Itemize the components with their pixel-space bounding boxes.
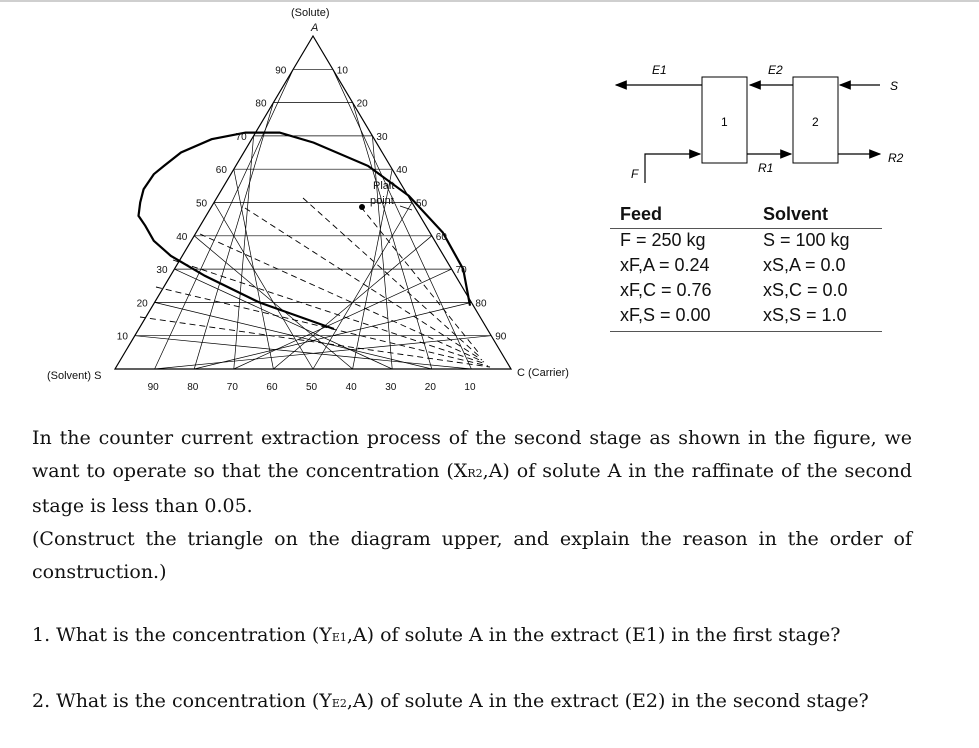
feed-row: xF,A = 0.24 (620, 255, 710, 275)
intro-text-2: ,A) of solute A in the raffinate of the second stage is less than 0.05. (32, 460, 912, 517)
plait-point-leader (400, 206, 412, 210)
R2-label: R2 (888, 151, 904, 165)
bottom-tick-label: 80 (187, 382, 199, 393)
carrier-vertex-label: C (Carrier) (517, 367, 569, 379)
q2-text-2: ,A) of solute A in the extract (E2) in the second stage? (346, 690, 869, 712)
q1-text-2: ,A) of solute A in the extract (E1) in the first stage? (346, 624, 841, 646)
question-1 (32, 619, 912, 654)
solvent-vertex-label: (Solvent) S (47, 370, 102, 382)
solvent-row: xS,A = 0.0 (763, 255, 846, 275)
bottom-tick-label: 10 (464, 382, 476, 393)
stage-2-label: 2 (812, 115, 819, 129)
grid-line (333, 69, 472, 369)
tie-line (361, 207, 478, 352)
bottom-tick-label: 30 (385, 382, 397, 393)
question-2 (32, 685, 912, 720)
intro-subscript: R2 (467, 467, 483, 480)
grid-line (174, 269, 392, 369)
feed-stream (645, 154, 700, 183)
axis-ticks (117, 65, 507, 393)
left-tick-label: 60 (215, 165, 227, 177)
E2-label: E2 (768, 63, 783, 77)
solubility-curve (136, 133, 471, 329)
solute-vertex-letter: A (311, 22, 319, 34)
q1-subscript: E1 (331, 631, 347, 644)
solvent-row: xS,C = 0.0 (763, 280, 848, 300)
stage-1-label: 1 (721, 115, 728, 129)
solvent-header: Solvent (763, 204, 829, 224)
instruction-text: (Construct the triangle on the diagram upper, and explain the reason in the order of construction.) (32, 528, 912, 583)
left-tick-label: 10 (116, 331, 128, 343)
left-tick-label: 80 (255, 98, 267, 110)
solvent-row: xS,S = 1.0 (763, 305, 847, 325)
right-tick-label: 40 (396, 165, 408, 177)
feed-row: xF,S = 0.00 (620, 305, 711, 325)
solvent-row: S = 100 kg (763, 230, 850, 250)
solute-vertex-label: (Solute) (291, 7, 330, 19)
plait-label-2: point (370, 195, 394, 207)
bottom-tick-label: 20 (424, 382, 436, 393)
ternary-diagram (0, 0, 600, 400)
left-tick-label: 40 (176, 231, 188, 243)
q1-text-1: 1. What is the concentration (Y (32, 624, 332, 646)
right-tick-label: 90 (495, 331, 507, 343)
tie-line (173, 260, 486, 364)
bottom-tick-label: 50 (306, 382, 318, 393)
question-intro (32, 422, 912, 589)
F-label: F (631, 167, 639, 181)
right-tick-label: 20 (356, 98, 368, 110)
right-tick-label: 70 (455, 265, 467, 277)
right-tick-label: 50 (416, 198, 428, 210)
feed-row: xF,C = 0.76 (620, 280, 712, 300)
plait-label-1: Plait (373, 180, 395, 192)
left-tick-label: 90 (275, 65, 287, 77)
left-tick-label: 50 (196, 198, 208, 210)
right-tick-label: 80 (475, 298, 487, 310)
left-tick-label: 70 (235, 131, 247, 143)
process-flow-diagram (600, 50, 920, 190)
table-header-rule (610, 228, 882, 229)
q2-text-1: 2. What is the concentration (Y (32, 690, 332, 712)
left-tick-label: 20 (136, 298, 148, 310)
right-tick-label: 60 (435, 231, 447, 243)
bottom-tick-label: 90 (147, 382, 159, 393)
feed-header: Feed (620, 204, 663, 224)
table-bottom-rule (610, 331, 882, 332)
feed-row: F = 250 kg (620, 230, 706, 250)
S-label: S (890, 79, 899, 93)
R1-label: R1 (758, 161, 774, 175)
bottom-tick-label: 70 (226, 382, 238, 393)
grid-line (214, 203, 313, 370)
bottom-tick-label: 60 (266, 382, 278, 393)
left-tick-label: 30 (156, 265, 168, 277)
plait-point-marker (359, 204, 365, 210)
tie-line (200, 231, 484, 362)
q2-subscript: E2 (331, 697, 347, 710)
bottom-tick-label: 40 (345, 382, 357, 393)
right-tick-label: 10 (336, 65, 348, 77)
intro-text-1: In the counter current extraction process of the second stage as shown in the figure, we want to operate so that the concentration (X (32, 427, 912, 482)
E1-label: E1 (652, 63, 667, 77)
right-tick-label: 30 (376, 131, 388, 143)
tie-line (303, 198, 480, 357)
